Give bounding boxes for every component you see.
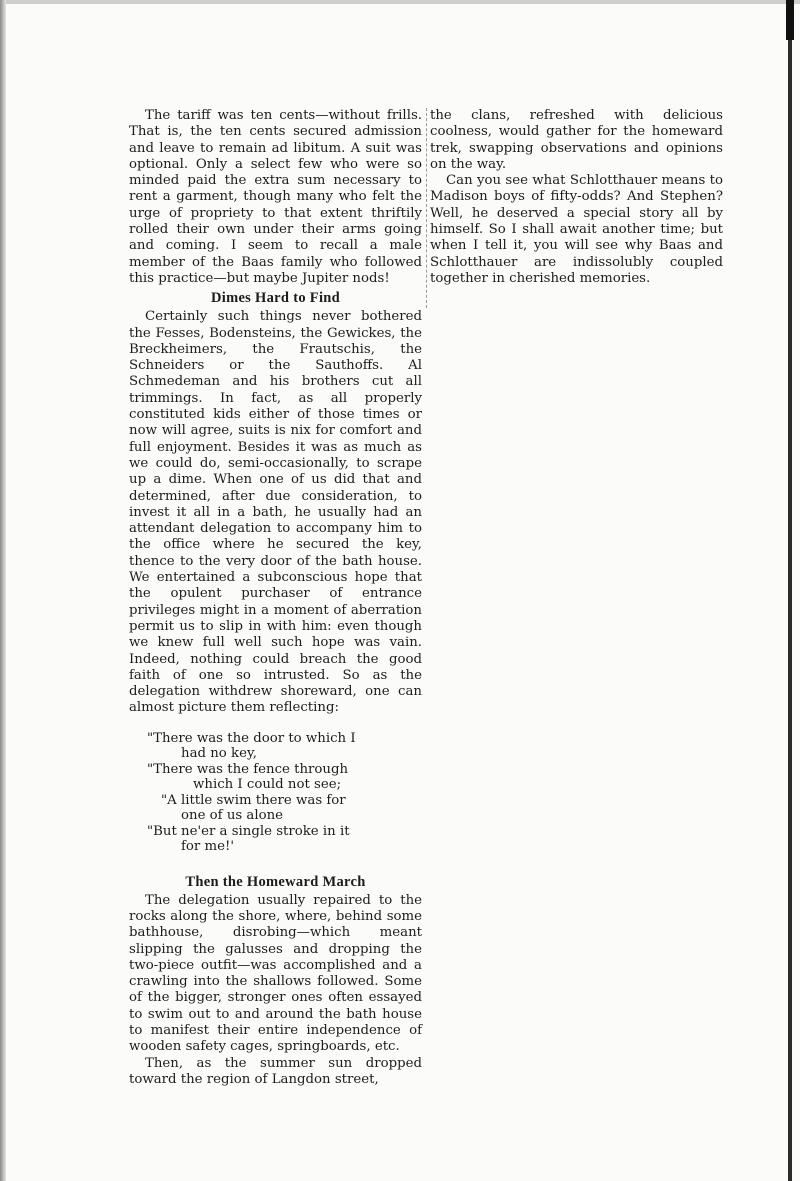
page-right-edge-mark xyxy=(786,0,794,40)
paragraph-delegation: The delegation usually repaired to the rocks along the shore, where, behind some bathhouse, disrobing—which meant slipping the galusses and dropping the two-piece outfit—was accomplished and a crawling into the shallows followed. Some of the bigger, stronger ones often essayed to swim out to and around the bath house to manifest their entire independence of wooden safety cages, springboards, etc. xyxy=(129,892,422,1055)
page-top-edge xyxy=(0,0,800,4)
poem-line: had no key, xyxy=(181,746,257,762)
page-right-edge xyxy=(788,0,792,1181)
column-divider xyxy=(426,108,427,308)
paragraph-summer-sun: Then, as the summer sun dropped toward the region of Langdon street, xyxy=(129,1055,422,1087)
subheading-dimes-hard-to-find: Dimes Hard to Find xyxy=(210,290,341,307)
page-left-edge-shadow xyxy=(0,0,6,1181)
poem-line: "There was the door to which I xyxy=(147,730,356,746)
poem-line: for me!' xyxy=(181,839,234,855)
poem-line: "There was the fence through xyxy=(147,761,349,777)
paragraph-clans: the clans, refreshed with delicious coolness, would gather for the homeward trek, swapping observations and opinions on the way. xyxy=(430,108,723,172)
poem-line: "A little swim there was for xyxy=(161,792,346,808)
poem-block xyxy=(129,731,422,855)
article-column-right xyxy=(430,108,723,287)
poem-line: one of us alone xyxy=(181,808,284,824)
paragraph-certainly: Certainly such things never bothered the Fesses, Bodensteins, the Gewickes, the Breckheimers, the Frautschis, the Schneiders or the Sauthoffs. Al Schmedeman and his brothers cut all trimmings. In fact, as all properly constituted kids either of those times or now will agree, suits is nix for comfort and full enjoyment. Besides it was as much as we could do, semi-occasionally, to scrape up a dime. When one of us did that and determined, after due consideration, to invest it all in a bath, he usually had an attendant delegation to accompany him to the office where he secured the key, thence to the very door of the bath house. We entertained a subconscious hope that the opulent purchaser of entrance privileges might in a moment of aberration permit us to slip in with him: even though we knew full well such hope was vain. Indeed, nothing could breach the good faith of one so intrusted. So as the delegation withdrew shoreward, one can almost picture them reflecting: xyxy=(129,309,422,716)
paragraph-schlotthauer: Can you see what Schlotthauer means to Madison boys of fifty-odds? And Stephen? Well, he deserved a special story all by himself. So I shall await another time; but when I tell it, you will see why Baas and Schlotthauer are indissolubly coupled together in cherished memories. xyxy=(430,173,723,286)
poem-line: "But ne'er a single stroke in it xyxy=(147,823,350,839)
subheading-then-the-homeward-march: Then the Homeward March xyxy=(185,873,366,890)
poem-line: which I could not see; xyxy=(193,777,342,793)
article-column-left xyxy=(129,108,422,1088)
paragraph-tariff: The tariff was ten cents—without frills. That is, the ten cents secured admission and leave to remain ad libitum. A suit was optional. Only a select few who were so minded paid the extra sum necessary to rent a garment, though many who felt the urge of propriety to that extent thriftily rolled their own under their arms going and coming. I seem to recall a male member of the Baas family who followed this practice—but maybe Jupiter nods! xyxy=(129,108,422,286)
